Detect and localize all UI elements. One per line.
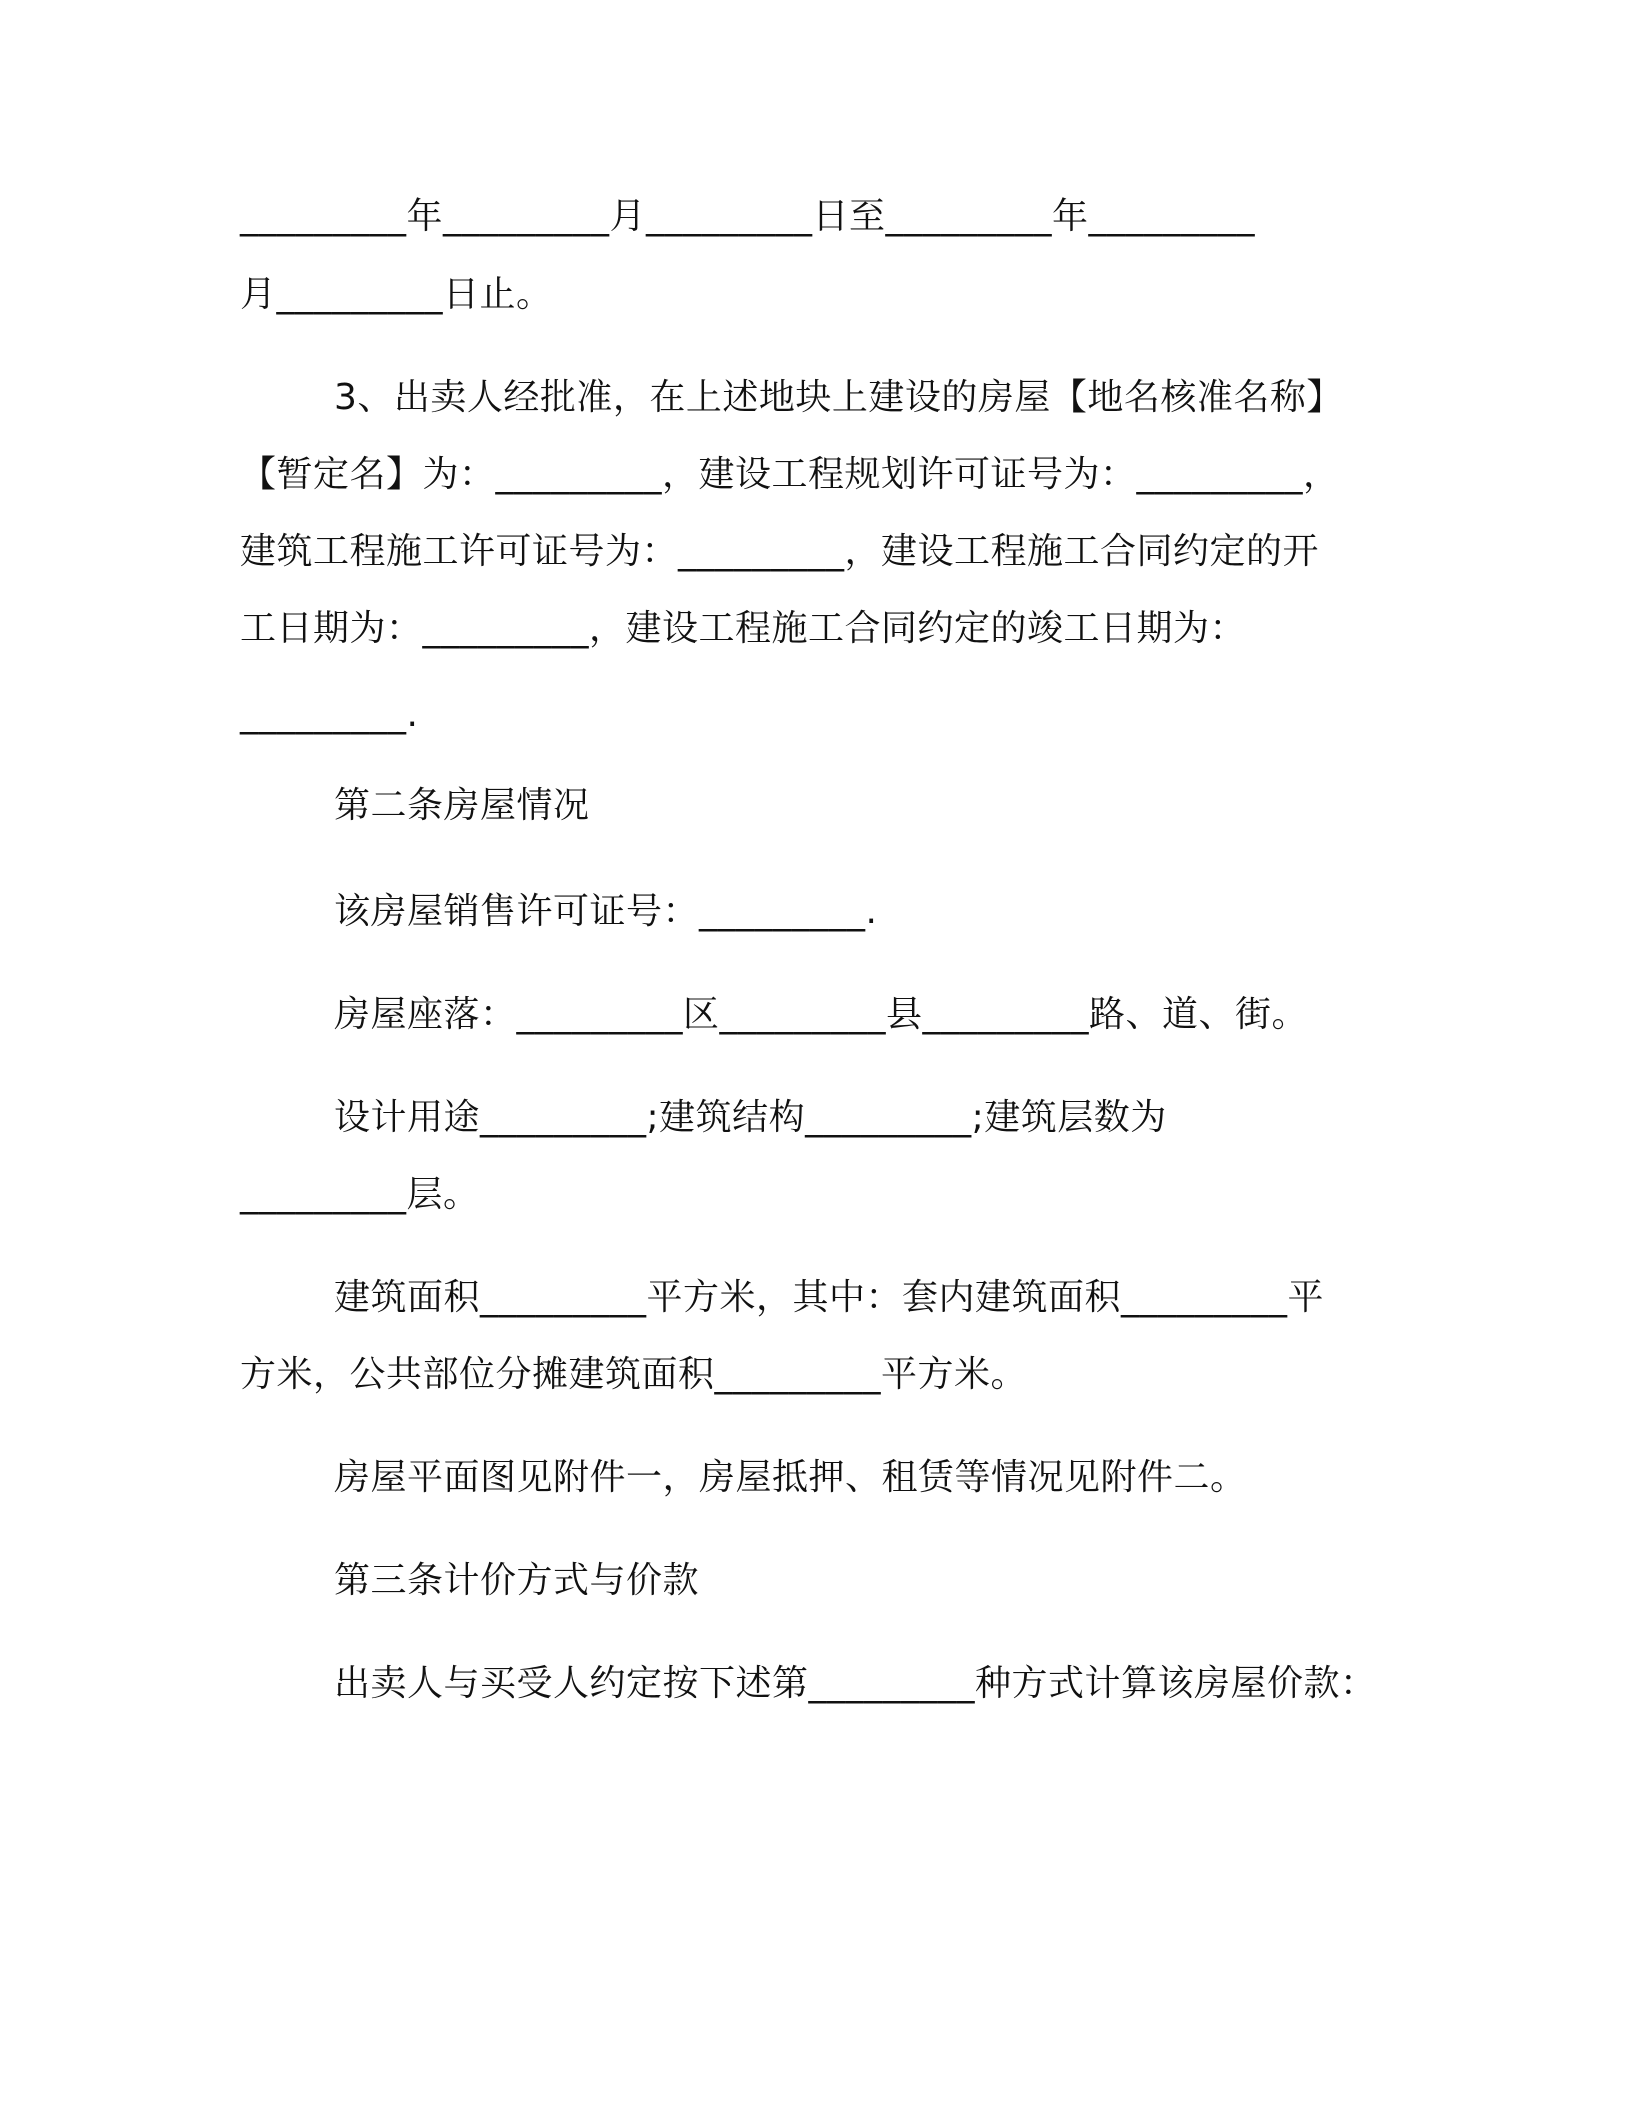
text-line: 【暂定名】为：_________，建设工程规划许可证号为：_________， [240,454,1340,495]
text-line: 3、出卖人经批准，在上述地块上建设的房屋【地名核准名称】 [334,377,1343,418]
text-line: 房屋座落：_________区_________县_________路、道、街。 [334,994,1309,1035]
section-heading: 第二条房屋情况 [334,785,590,826]
text-line: 建筑工程施工许可证号为：_________，建设工程施工合同约定的开 [240,531,1320,572]
text-line: _________. [240,694,419,735]
text-line: 该房屋销售许可证号：_________. [334,891,878,932]
text-line: 月_________日止。 [240,274,553,315]
text-line: 房屋平面图见附件一，房屋抵押、租赁等情况见附件二。 [334,1457,1247,1498]
text-line: 工日期为：_________，建设工程施工合同约定的竣工日期为： [240,608,1247,649]
text-line: 建筑面积_________平方米，其中：套内建筑面积_________平 [334,1277,1325,1318]
text-line: 出卖人与买受人约定按下述第_________种方式计算该房屋价款： [334,1663,1377,1704]
text-line: 方米，公共部位分摊建筑面积_________平方米。 [240,1354,1028,1395]
text-line: _________层。 [240,1174,480,1215]
text-line: _________年_________月_________日至_________年_________ [240,196,1255,237]
text-line: 设计用途_________;建筑结构_________;建筑层数为 [334,1097,1167,1138]
section-heading: 第三条计价方式与价款 [334,1560,700,1601]
